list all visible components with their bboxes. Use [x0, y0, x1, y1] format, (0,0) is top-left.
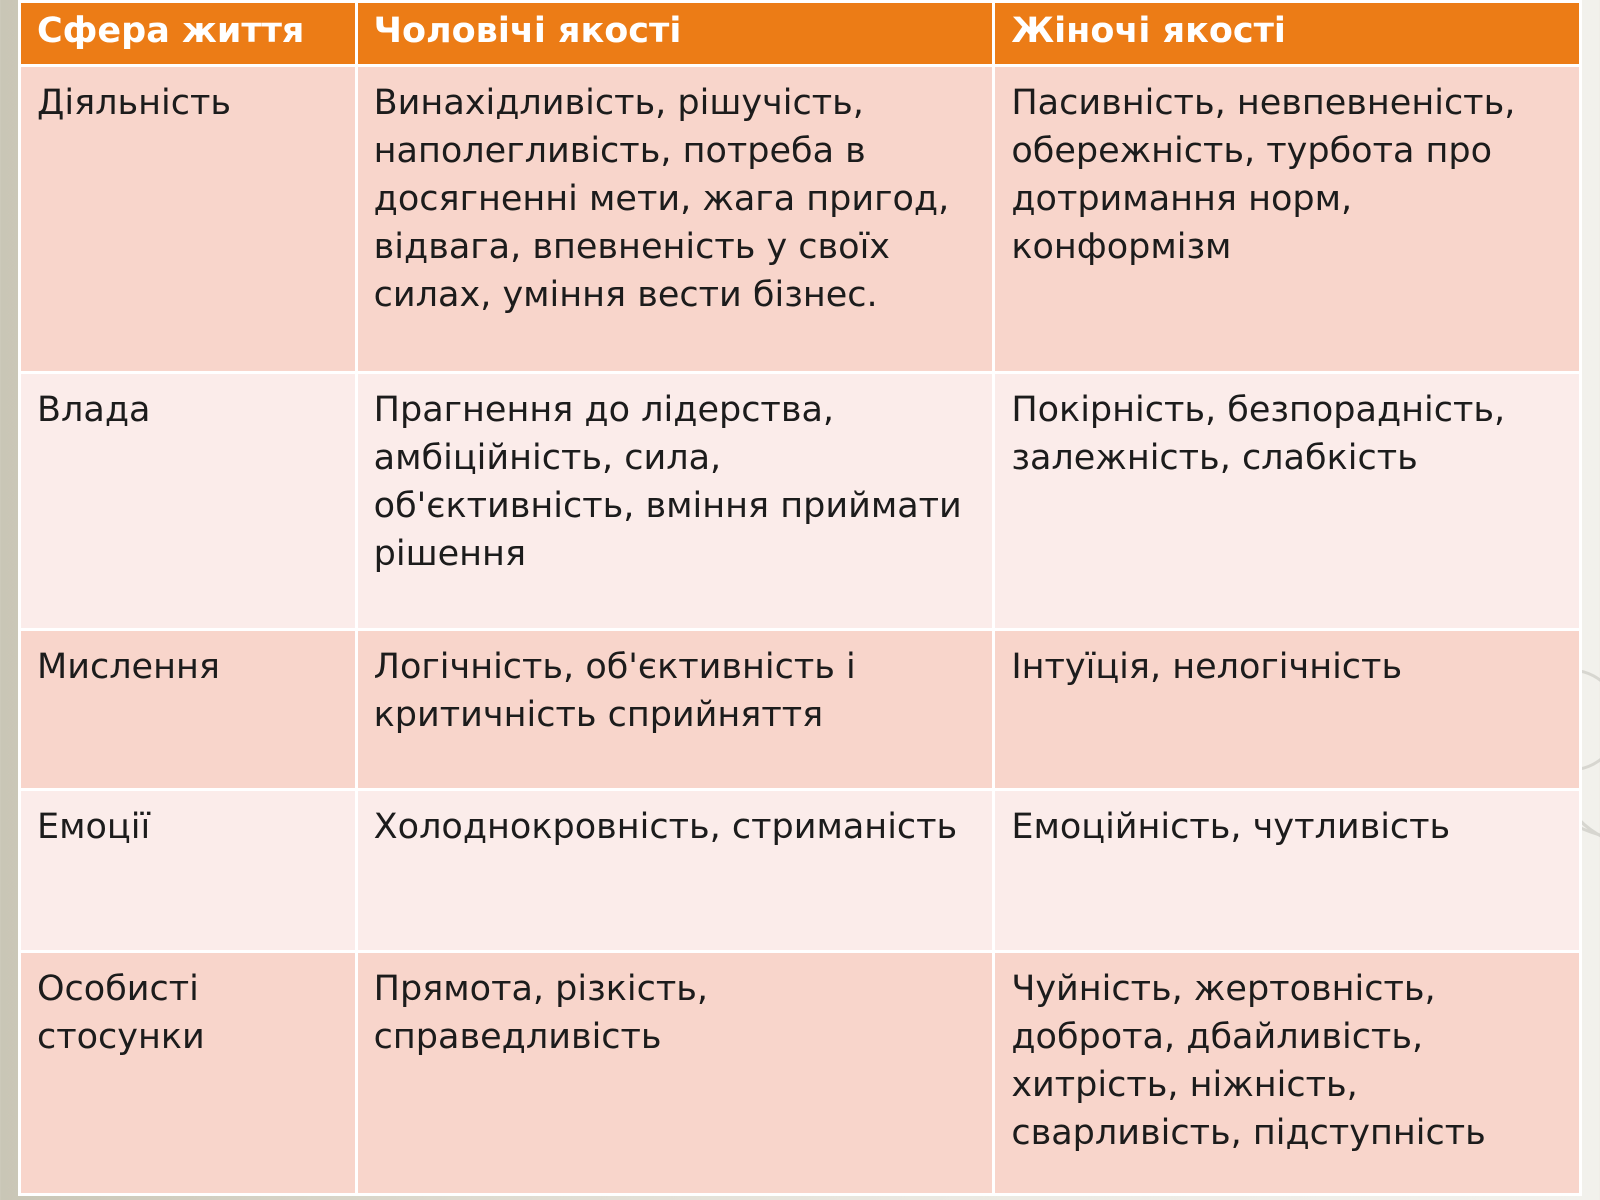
cell-female: Інтуїція, нелогічність [994, 630, 1581, 790]
table-header-row [20, 2, 1581, 66]
table-row [20, 373, 1581, 630]
cell-female: Емоційність, чутливість [994, 790, 1581, 952]
table-row [20, 65, 1581, 373]
header-male-qualities: Чоловічі якості [356, 2, 994, 66]
cell-female: Пасивність, невпевненість, обережність, турбота про дотримання норм, конформізм [994, 65, 1581, 373]
cell-sphere: Емоції [20, 790, 357, 952]
cell-female: Покірність, безпорадність, залежність, слабкість [994, 373, 1581, 630]
cell-male: Винахідливість, рішучість, наполегливість, потреба в досягненні мети, жага пригод, відвага, впевненість у своїх силах, уміння вести бізнес. [356, 65, 994, 373]
table-row [20, 952, 1581, 1195]
table-row [20, 790, 1581, 952]
cell-male: Прямота, різкість, справедливість [356, 952, 994, 1195]
header-sphere: Сфера життя [20, 2, 357, 66]
cell-male: Логічність, об'єктивність і критичність сприйняття [356, 630, 994, 790]
cell-female: Чуйність, жертовність, доброта, дбайливість, хитрість, ніжність, сварливість, підступність [994, 952, 1581, 1195]
cell-male: Холоднокровність, стриманість [356, 790, 994, 952]
cell-male: Прагнення до лідерства, амбіційність, сила, об'єктивність, вміння приймати рішення [356, 373, 994, 630]
header-female-qualities: Жіночі якості [994, 2, 1581, 66]
table-row [20, 630, 1581, 790]
cell-sphere: Влада [20, 373, 357, 630]
cell-sphere: Мислення [20, 630, 357, 790]
cell-sphere: Діяльність [20, 65, 357, 373]
qualities-table [18, 0, 1582, 1196]
cell-sphere: Особисті стосунки [20, 952, 357, 1195]
